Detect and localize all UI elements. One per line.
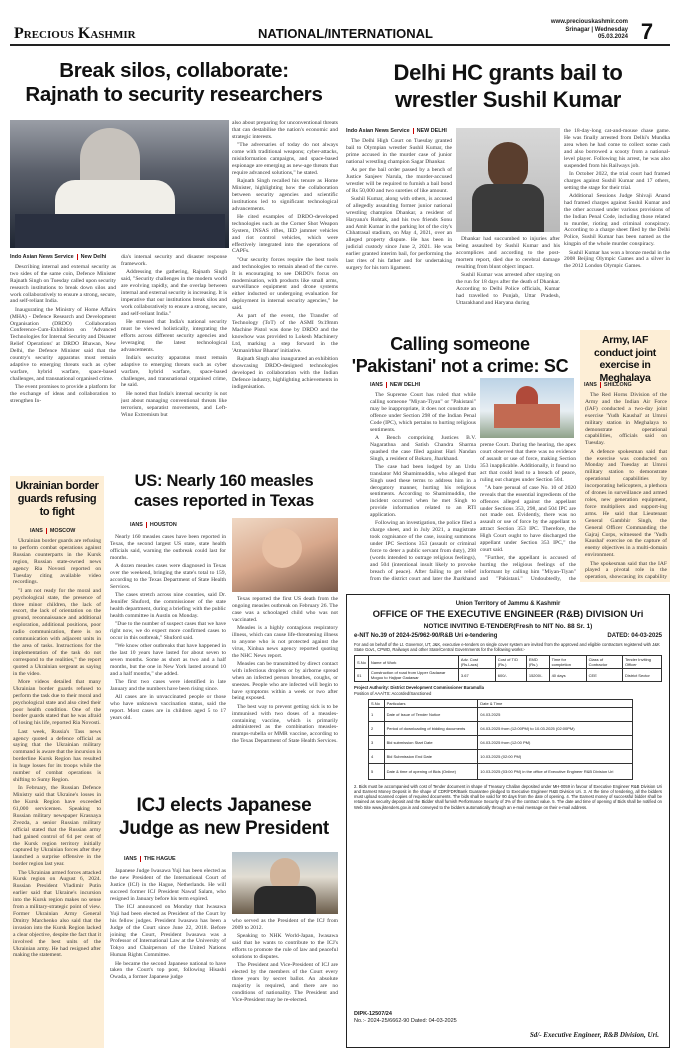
table-row [369, 735, 633, 749]
table-header: Cost of T/D (Rs.) [495, 656, 526, 669]
paragraph: Nearly 160 measles cases have been reported in Texas, the second largest US state, state health officials said, warning the outbreak could last for months. [110, 534, 226, 561]
paragraph: As per the bail order passed by a bench of Justice Sanjeev Narula, the murder-accused wrestler will be required to furnish a bail bond of Rs 50,000 and two sureties of like amount. [346, 166, 452, 194]
sc-headline: Calling someone 'Pakistani' not a crime: SC [351, 334, 569, 376]
kumar-headline-box [346, 53, 670, 125]
byline-agency: Indo Asian News Service [346, 128, 410, 134]
ukraine-col [13, 538, 101, 1046]
measles-headline-box [110, 470, 338, 516]
tender-dipk: DIPK-12507/24 [354, 1011, 392, 1017]
byline-agency: IANS [124, 856, 137, 862]
paragraph: "We know other outbreaks that have happened in the last 10 years have lasted for about seven to seven months. Some as short as two and a half months, but the one in New York lasted around 10 and a half months," she added. [110, 643, 226, 677]
table-header: Adv. Cost (Rs.Lacs) [458, 656, 495, 669]
paragraph: Sushil Kumar has won a bronze medal in the 2008 Beijing Olympic Games and a silver in the 2012 London Olympic Games. [564, 249, 670, 270]
byline-place: HOUSTON [146, 522, 177, 528]
kumar-headline: Delhi HC grants bail to wrestler Sushil Kumar [393, 60, 623, 112]
paragraph: Sushil Kumar, along with others, is accused of allegedly assaulting former junior national wrestling champion Dhankar, a resident of Haryana's Rohtak, and his two friends Sonu and Amit Kumar in the parking lot of the city's Chhatrasal stadium, on May 4, 2021, over an alleged property dispute. He has been in judicial custody since June 2, 2021. He was earlier granted interim bail, for performing the last rites of his father and for undertaking surgery for his torn ligament. [346, 195, 452, 271]
byline-place: New Delhi [77, 254, 107, 260]
table-cell: 5 [369, 763, 385, 779]
table-row [369, 721, 633, 735]
table-row [369, 763, 633, 779]
paragraph: "A bare perusal of case No. 10 of 2020 reveals that the essential ingredients of the offences alleged against the appellant under Sections 353, 298, and 504 IPC are not made out. Evidently, there was no assault or use of force by the appellant to attract Section 353 IPC. Therefore, the High Court ought to have discharged the appellant under Section 353 IPC," the court said. [480, 484, 576, 553]
paragraph: Japanese Judge Iwasawa Yuji has been elected as the new President of the International Court of Justice (ICJ) in the Hague, Netherlands. He will succeed former ICJ President Nawaf Salam, who resigned in January before his term expired. [110, 868, 226, 902]
paragraph: Sushil Kumar was arrested after staying on the run for 18 days after the death of Dhankar. According to Delhi Police officials, Kumar had travelled to Punjab, Uttar Pradesh, Uttarakhand and Haryana during [456, 271, 560, 306]
tender-position: Position of AAA/TS: Accorded/Sanctioned [354, 690, 432, 696]
byline-agency: IANS [370, 382, 383, 388]
paragraph: Additional Sessions Judge Shivaji Anand had framed charges against Sushil Kumar and the other accused under various provisions of the Indian Penal Code, including those related to murder, rioting and criminal conspiracy. According to a charge sheet filed by the Delhi Police, Sushil Kumar has been named as the kingpin of the whole murder conspiracy. [564, 192, 670, 248]
table-header: Date & Time [478, 699, 633, 707]
paragraph: Addressing the gathering, Rajnath Singh said, "Security challenges in the modern world are evolving rapidly, and the overlap between internal and external security is increasing. It is imperative that our institutions break silos and work collaboratively to ensure a strong, secure, and self-reliant India." [121, 269, 227, 317]
issue-date: 05.03.2024 [597, 34, 628, 40]
tender-project: Project Authority: District Development Commissioner Baramulla [354, 685, 484, 691]
table-cell: 1 [369, 707, 385, 721]
byline-agency: Indo Asian News Service [10, 254, 74, 260]
sc-col2 [480, 442, 576, 582]
paragraph: All cases are in unvaccinated people or those who have unknown vaccination status, said the report. Most cases are in children aged 5 to 17 years old. [110, 694, 226, 721]
paragraph: In February, the Russian Defence Ministry said that Ukraine's losses in the Kursk Region have exceeded 61,000 servicemen. Speaking to Russian military newspaper Krasnaya Zvezda, a senior Russian military official stated that the Russian army had gained control of 64 per cent of the Kursk region territory initially captured by Ukrainian forces after they launched a surprise offensive in the border region last year. [13, 785, 101, 868]
paragraph: He noted that India's internal security is not just about managing conventional threats like terrorism, separatist movements, and Left-Wing Extremism but [121, 390, 227, 416]
table-cell: 40 days [549, 669, 586, 682]
table-cell: 10.03.2025 (03:00 PM) in the office of Executive Engineer R&B Division Uri [478, 763, 633, 779]
table-cell: 3.67 [458, 669, 495, 682]
table-cell: 10.03.2025 (02:00 PM) [478, 749, 633, 763]
table-cell: Date & time of opening of Bids (Online) [384, 763, 478, 779]
paragraph: The President and Vice-President of ICJ are elected by the members of the Court every three years by secret ballot. An absolute majority is required, and there are no conditions of nationality. The President and Vice-President may be re-elected. [232, 962, 338, 1003]
icj-col2 [232, 918, 338, 1048]
tender-dipk-no: No.:- 2024-25/6662-90 Dated: 04-03-2025 [354, 1018, 457, 1024]
paragraph: "Further, the appellant is accused of hurting the religious feelings of the informant by calling him "Miyan-Tiyan" and "Pakistani." Undoubtedly, the [480, 555, 576, 582]
table-cell: 04.03.2025 from (12:00 PM) [478, 735, 633, 749]
paragraph: Ukrainian border guards are refusing to perform combat operations against Russian counterparts in the Kursk region, Russian state-owned news agency Ria Novosti reported on Tuesday citing available video recordings. [13, 538, 101, 586]
measles-headline: US: Nearly 160 measles cases reported in Texas [134, 472, 314, 510]
paragraph: Rajnath Singh recalled his tenure as Home Minister, highlighting how the collaboration between security agencies and scientific institutions led to significant technological advancements. [232, 178, 338, 212]
table-cell: Construction of road from Upper Gadawar Mogoo to Hajipar Gadawar [368, 669, 458, 682]
tender-notice-title: NOTICE INVITING E-TENDER(Fresh to NIT No. 88 Sr. 1) [423, 623, 593, 630]
paragraph: "Due to the number of suspect cases that we have right now, we do expect more confirmed cases to occur in this outbreak," Shuford said. [110, 621, 226, 641]
army-byline [584, 382, 668, 390]
table-cell: Bid submission Start Date [384, 735, 478, 749]
table-cell: District Sector [622, 669, 661, 682]
kumar-col1 [346, 128, 452, 328]
table-cell: 15200/- [526, 669, 549, 682]
paragraph: "The adversaries of today do not always come with traditional weapons; cyber-attacks, misinformation campaigns, and space-based espionage are emerging as new-age threats that require advanced solutions," he stated. [232, 142, 338, 176]
supreme-court-photo [480, 378, 574, 438]
table-cell: 2 [369, 721, 385, 735]
paragraph: He cited examples of DRDO-developed technologies such as the Corner Shot Weapon System, INSAS rifles, IED jammer vehicles and riot control vehicles, which were effectively integrated into the operations of CAPFs. [232, 213, 338, 255]
paragraph: The case had been lodged by an Urdu translator Md Shamimuddin, who alleged that Singh used these terms to address him in a derogatory manner, hurting his religious sentiments. According to Shamimuddin, the incident occurred when he met Singh to provide information related to an RTI application. [370, 463, 476, 519]
paragraph: Measles can be transmitted by direct contact with infectious droplets or by airborne spread when an infected person breathes, coughs, or sneezes. People who are infected will begin to have symptoms within a week or two after being exposed. [232, 660, 338, 702]
measles-byline [130, 522, 210, 530]
paragraph: "I am not ready for the moral and psychological state, the presence of three minor children, the lack of escort, the lack of orientation on the ground, reconnaissance and additional exploration, additional positions, poor radio communication, there is no communication with adjacent units in the area of tasks. Instructions for the implementation of the task do not correspond to the realities," the report quoted a Ukrainian sergeant as saying in the video. [13, 587, 101, 677]
ukraine-headline-box [10, 476, 104, 524]
tender-gov: Union Territory of Jammu & Kashmir [455, 601, 561, 607]
table-header: S.No [369, 699, 385, 707]
masthead-rule [10, 44, 670, 46]
site-url: www.preciouskashmir.com [550, 19, 628, 25]
sc-headline-box [346, 330, 574, 380]
army-col [585, 392, 667, 580]
paragraph: Last week, Russia's Tass news agency quoted a defence official as saying that the Ukrainian military command is aware that the incursion in borderline Kursk Region has resulted in huge losses for its troops while the number of combat operations is shifting to Sumy Region. [13, 728, 101, 783]
byline-agency: IANS [584, 382, 597, 388]
paragraph: More videos detailed that many Ukrainian border guards refused to perform the task due to their moral and psychological state and also cited their poor health condition. One of the border guards stated that he was afraid of losing his life, reported Ria Novosti. [13, 678, 101, 727]
paragraph: The ICJ announced on Monday that Iwasawa Yuji had been elected as President of the Court by his fellow judges. President Iwasawa has been a Judge of the Court since June 22, 2018. Before joining the Court, President Iwasawa was a Professor of International Law at the University of Tokyo and Chairperson of the United Nations Human Rights Committee. [110, 903, 226, 959]
paragraph: The Delhi High Court on Tuesday granted bail to Olympian wrestler Sushil Kumar, the prime accused in the murder case of junior national wrestling champion Sagar Dhankar. [346, 137, 452, 165]
tender-office: OFFICE OF THE EXECUTIVE ENGINEER (R&B) DIVISION Uri [372, 609, 644, 620]
byline-place: MOSCOW [46, 528, 75, 534]
measles-col1 [110, 534, 226, 780]
table-cell: 04.03.2025 from (12:00PM) to 10.03.2025 (02:00PM) [478, 721, 633, 735]
measles-col2 [232, 596, 338, 780]
table-cell: Period of downloading of bidding documents [384, 721, 478, 735]
table-header: Time for completion [549, 656, 586, 669]
icj-headline: ICJ elects Japanese Judge as new President [119, 795, 329, 839]
rajnath-col3 [232, 120, 338, 416]
table-header: Name of Work [368, 656, 458, 669]
paragraph: Measles is a highly contagious respiratory illness, which can cause life-threatening illness to anyone who is not protected against the virus, Xinhua news agency reported quoting the NHC News report. [232, 625, 338, 659]
kumar-col3 [564, 128, 670, 328]
paragraph: In October 2022, the trial court had framed charges against Sushil Kumar and 17 others, setting the stage for their trial. [564, 170, 670, 191]
paragraph: Speaking to NHK World-Japan, Iwasawa said that he wants to contribute to the ICJ's efforts to promote the rule of law and peaceful solutions to disputes. [232, 933, 338, 960]
tender-signature: Sd/- Executive Engineer, R&B Division, Uri. [529, 1031, 659, 1039]
byline-place: THE HAGUE [140, 856, 176, 862]
byline-place: SHILLONG [600, 382, 632, 388]
paragraph: Describing internal and external security as two sides of the same coin, Defence Minister Rajnath Singh on Tuesday called upon security research institutions to break down silos and work collaboratively to ensure a strong, secure, and self-reliant India. [10, 263, 116, 305]
tender-terms: 2. Bids must be accompanied with cost of Tender document in shape of Treasury Challan deposited under MH-0059 in favour of Executive Engineer R&B Division Uri and Earnest Money Deposit in the shape of CDR/FDR/Bank Guarantee pledged to Executive Engineer R&B Division Uri. 3. At the time of tendering, all the bidders must upload scanned copies of required documents. The bids shall be valid for 90 days from the date of opening. 4. The Earnest money of successful bidder shall be retained as security deposit and the Bidder shall furnish Performance Security of 3% of the contract value. 5. The date and time of opening of Bids shall be notified on Web Site www.jktenders.gov.in and conveyed to the bidders automatically through an e-mail message on their e-mail address. [354, 783, 662, 810]
table-header: EMD (Rs.) [526, 656, 549, 669]
byline-place: NEW DELHI [386, 382, 420, 388]
paragraph: The Red Horns Division of the Army and the Indian Air Force (IAF) conducted a two-day joint exercise 'Yudh Kaushal' at Umroi military station in Meghalaya to demonstrate operational capabilities, officials said on Tuesday. [585, 392, 667, 447]
table-cell: 600/- [495, 669, 526, 682]
table-header: Particulars [384, 699, 478, 707]
table-row [355, 669, 662, 682]
table-header: S.No [355, 656, 369, 669]
rajnath-col2 [121, 254, 227, 416]
icj-byline [124, 856, 214, 864]
paragraph: preme Court. During the hearing, the apex court observed that there was no evidence of assault or use of force, making Section 353 inapplicable. Additionally, it found no act that could lead to a breach of peace, ruling out charges under Section 504. [480, 442, 576, 483]
masthead [0, 0, 680, 46]
rajnath-headline: Break silos, collaborate: Rajnath to security researchers [25, 59, 323, 106]
tender-dated: DATED: 04-03-2025 [607, 633, 662, 639]
byline-agency: IANS [130, 522, 143, 528]
table-header: Tender Inviting Officer [622, 656, 661, 669]
measles-photo [232, 518, 338, 592]
paragraph: Rajnath Singh also inaugurated an exhibition showcasing DRDO-designed technologies developed in collaboration with the Indian Defence industry, highlighting achievements in indigenisation. [232, 356, 338, 390]
paragraph: The spokesman said that the IAF played a pivotal role in the operation, showcasing its capability [585, 560, 667, 580]
table-cell: 04.03.2025 [478, 707, 633, 721]
tender-intro: For and on behalf of the Lt. Governor, UT, J&K, executive e-tenders on single cover system are invited from the approved and eligible contractors registered with J&K State Govt., CPWD, Railways and other State/Central Governments for the following works:- [354, 642, 660, 653]
sc-col1 [370, 392, 476, 582]
rajnath-photo [10, 120, 229, 248]
kumar-col2 [456, 236, 560, 328]
paragraph: Inaugurating the Ministry of Home Affairs (MHA) - Defence Research and Development Organisation (DRDO) Collaboration Conference-Cum-Exhibition on 'Advanced Technologies for Internal Security and Disaster Relief Operations' at DRDO Bhawan, New Delhi, the Defence Minister said that the country's security apparatus must remain adaptive to emerging threats such as cyber warfare, hybrid warfare, space-based challenges, and transnational organised crime. [10, 306, 116, 382]
icj-headline-box [110, 792, 338, 848]
dateline: Srinagar | Wednesday [565, 26, 628, 33]
table-cell: 4 [369, 749, 385, 763]
paragraph: The first two cases were identified in late January and the numbers have been rising since. [110, 679, 226, 692]
tender-works-table [354, 655, 662, 682]
ukraine-byline [30, 528, 100, 536]
icj-photo [232, 852, 338, 914]
table-cell: 01 [355, 669, 369, 682]
table-row [369, 749, 633, 763]
page-number: 7 [640, 19, 654, 44]
paragraph: Dhankar had succumbed to injuries after being assaulted by Sushil Kumar and his accomplices and according to the post-mortem report, died due to cerebral damage resulting from blunt object impact. [456, 236, 560, 270]
paragraph: The Supreme Court has ruled that while calling someone "Miyan-Tiyan" or "Pakistani" may be inappropriate, it does not constitute an offence under Section 298 of the Indian Penal Code (IPC), which pertains to hurting religious sentiments. [370, 392, 476, 433]
tender-dates-table [368, 699, 633, 780]
icj-col1 [110, 868, 226, 1048]
byline-place: NEW DELHI [413, 128, 447, 134]
paragraph: also about preparing for unconventional threats that can destabilise the nation's economic and strategic interests. [232, 120, 338, 140]
paragraph: dia's internal security and disaster response framework. [121, 254, 227, 267]
kumar-photo [456, 128, 560, 232]
brand-name: Precious Kashmir [14, 25, 136, 42]
paragraph: The Ukrainian armed forces attacked Kursk region on August 6, 2024. Russian President Vladimir Putin earlier said that Ukraine's incursion into the Kursk region makes no sense from a military-strategic point of view. Former Ukrainian Army General Dmitry Marchenko also said that the invasion into the Kursk Region lacked a clear objective, despite the fact that it involved the best units of the Ukrainian army. He had resigned after making the statement. [13, 869, 101, 959]
ukraine-headline: Ukrainian border guards refusing to fight [15, 480, 99, 518]
table-cell: Bid Submission End Date [384, 749, 478, 763]
paragraph: He became the second Japanese national to have taken the Court's top post, following Hisashi Owada, a former Japanese judge [110, 960, 226, 981]
army-headline: Army, IAF conduct joint exercise in Meghalaya [593, 334, 656, 384]
paragraph: The cases stretch across nine counties, said Dr. Jennifer Shuford, the commissioner of the state health department, during a briefing with the public health committee in Austin on Monday. [110, 592, 226, 619]
paragraph: who served as the President of the ICJ from 2009 to 2012. [232, 918, 338, 931]
section-label: NATIONAL/INTERNATIONAL [258, 26, 433, 41]
sc-byline [370, 382, 470, 390]
table-cell: 3 [369, 735, 385, 749]
rajnath-col1 [10, 254, 116, 416]
byline-agency: IANS [30, 528, 43, 534]
paragraph: "Our security forces require the best tools and technologies to remain ahead of the curve. It is encouraging to see DRDO's focus on modernisation, with products like small arms, surveillance equipment and drone systems either inducted or undergoing evaluation for deployment in internal security agencies," he said. [232, 256, 338, 312]
table-cell: CEE [586, 669, 622, 682]
paragraph: Texas reported the first US death from the ongoing measles outbreak on February 26. The case was a schoolaged child who was not vaccinated. [232, 596, 338, 623]
paragraph: India's security apparatus must remain adaptive to emerging threats such as cyber warfare, hybrid warfare, space-based challenges, and transnational organised crime, he said. [121, 354, 227, 389]
paragraph: A dozen measles cases were diagnosed in Texas over the weekend, bringing the state's total to 159, according to the Texas Department of State Health Services. [110, 563, 226, 590]
table-row [369, 707, 633, 721]
paragraph: A defence spokesman said that the exercise was conducted on Monday and Tuesday at Umroi military station to demonstrate operational capabilities by incorporating helicopters, a plethora of drones in surveillance and armed roles, new generation equipment, force multipliers and support-ing arms. He said that Lieutenant General Gambhir Singh, the General Officer Commanding the Gajraj Corps, witnessed the 'Yudh Kaushal' exercise on the capture of enemy objectives in a multi-domain environment. [585, 448, 667, 559]
paragraph: the 18-day-long cat-and-mouse chase game. He was finally arrested from Delhi's Mundka area when he had come to collect some cash and also borrowed a scooty from a national-level player. Following his arrest, he was also suspended from his Railways job. [564, 128, 670, 169]
paragraph: A Bench comprising Justices B.V. Nagarathna and Satish Chandra Sharma quashed the case filed against Hari Nandan Singh, a resident of Bokaro, Jharkhand. [370, 434, 476, 462]
paragraph: The best way to prevent getting sick is to be immunised with two doses of a measles-containing vaccine, which is primarily administered as the combination measles-mumps-rubella or MMR vaccine, according to the Texas Department of State Health Services. [232, 703, 338, 745]
paragraph: As part of the event, the Transfer of Technology (ToT) of the ASMI 9x19mm Machine Pistol was done by DRDO and the knowhow was provided to Lokesh Machinery Ltd, marking a step forward in the 'Atmanirbhar Bharat' initiative. [232, 313, 338, 354]
paragraph: He stressed that India's national security must be viewed holistically, integrating the efforts across different security agencies and leveraging the latest technological advancements. [121, 318, 227, 353]
table-cell: Date of Issue of Tender Notice [384, 707, 478, 721]
paragraph: The event promises to provide a platform for the exchange of ideas and collaboration to strengthen In- [10, 384, 116, 404]
tender-notice [346, 594, 670, 1048]
table-header: Class of Contractor [586, 656, 622, 669]
rajnath-headline-box [10, 53, 338, 117]
paragraph: Following an investigation, the police filed a charge sheet, and in July 2021, a magistrate took cognisance of the case, issuing summons under IPC Sections 353 (assault or criminal force to deter a public servant from duty), 298 (words intended to outrage religious feelings), and 504 (intentional insult likely to provoke breach of peace). After failing to get relief from the district court and later the Jharkhand [370, 520, 476, 582]
tender-nit: e-NIT No.39 of 2024-25/962-90/R&B Uri e-tendering [354, 633, 498, 639]
